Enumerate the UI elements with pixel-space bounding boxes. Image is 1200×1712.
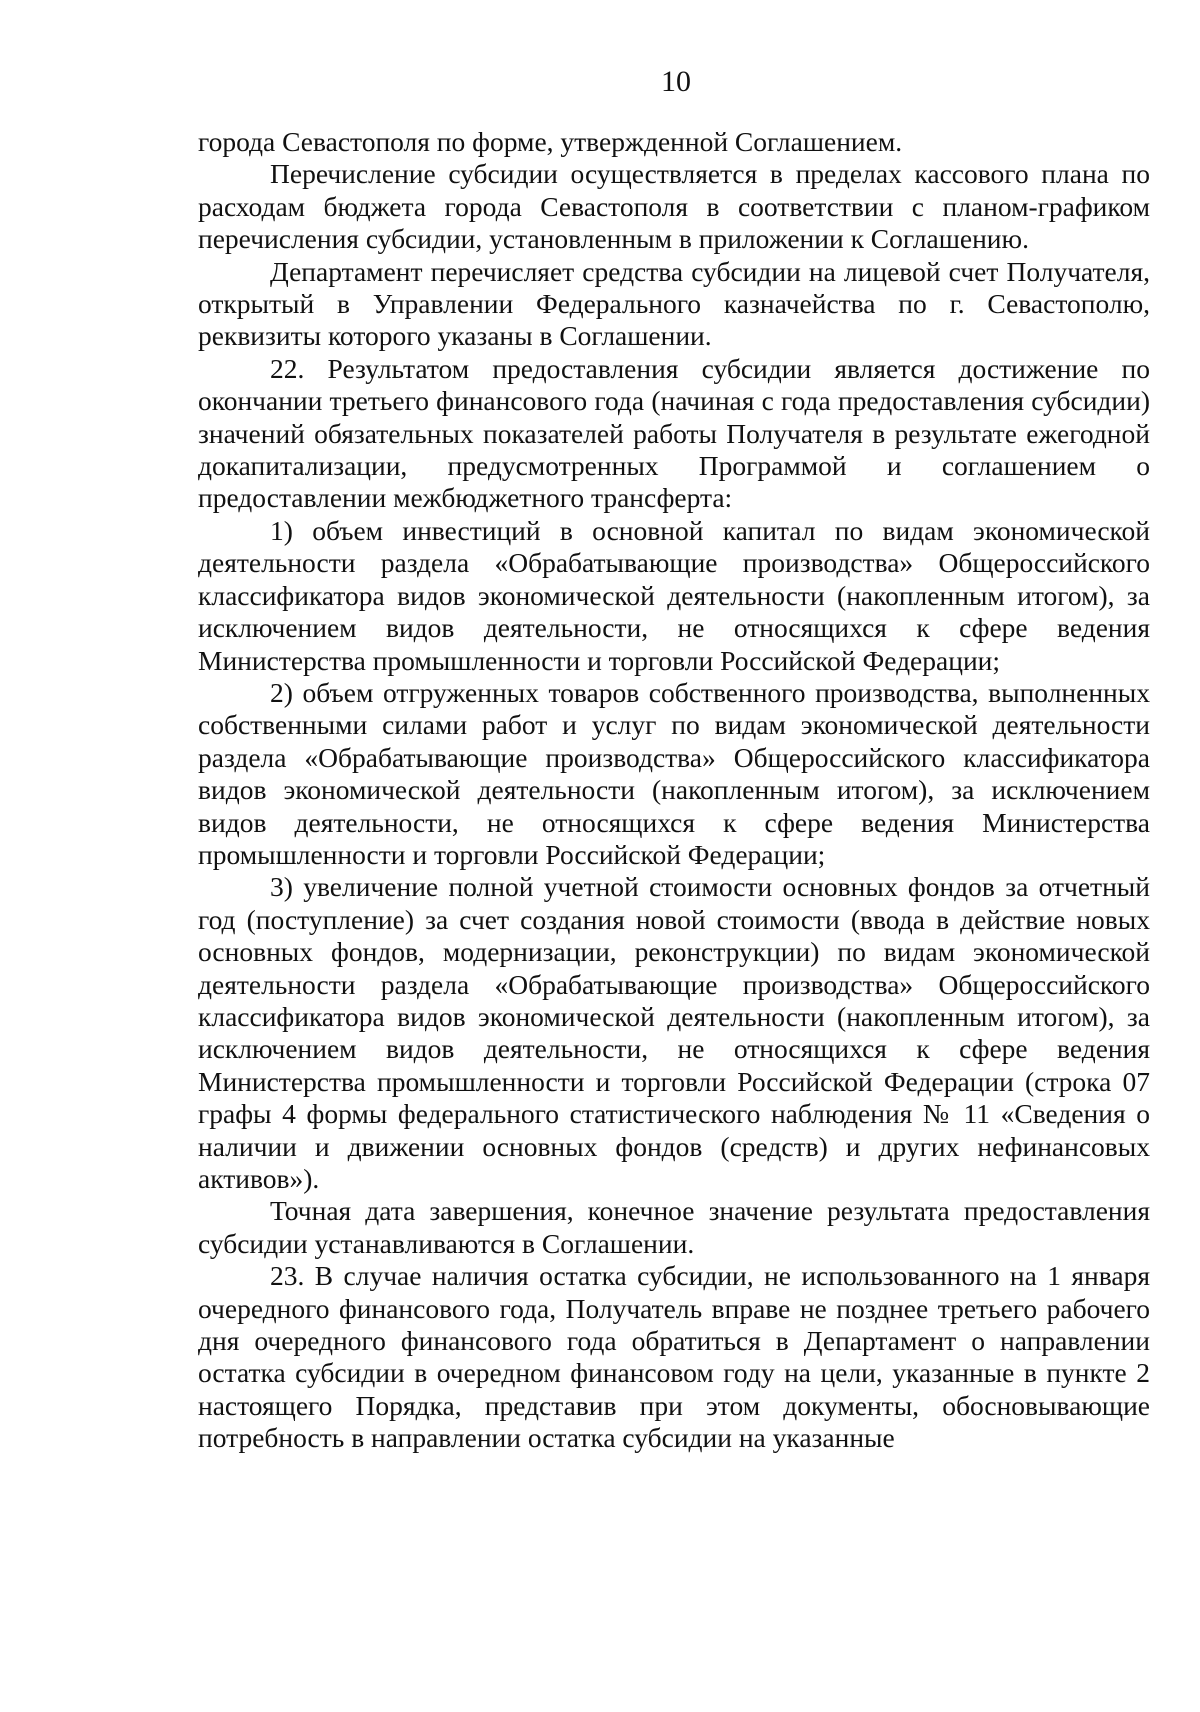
paragraph-subsidy-transfer: Перечисление субсидии осуществляется в пределах кассового плана по расходам бюджета города Севастополя в соответствии с планом-графиком перечисления субсидии, установленным в приложении к Соглашению. [198, 158, 1150, 255]
page-number: 10 [661, 65, 691, 98]
list-item-3: 3) увеличение полной учетной стоимости основных фондов за отчетный год (поступление) за счет создания новой стоимости (ввода в действие новых основных фондов, модернизации, реконструкции) по видам экономической деятельности раздела «Обрабатывающие производства» Общероссийского классификатора видов экономической деятельности (накопленным итогом), за исключением видов деятельности, не относящихся к сфере ведения Министерства промышленности и торговли Российской Федерации (строка 07 графы 4 формы федерального статистического наблюдения № 11 «Сведения о наличии и движении основных фондов (средств) и других нефинансовых активов»). [198, 871, 1150, 1194]
document-body [198, 126, 1150, 1455]
paragraph-clause-23: 23. В случае наличия остатка субсидии, не использованного на 1 января очередного финансового года, Получатель вправе не позднее третьего рабочего дня очередного финансового года обратиться в Департамент о направлении остатка субсидии в очередном финансовом году на цели, указанные в пункте 2 настоящего Порядка, представив при этом документы, обосновывающие потребность в направлении остатка субсидии на указанные [198, 1260, 1150, 1454]
list-item-1: 1) объем инвестиций в основной капитал по видам экономической деятельности раздела «Обрабатывающие производства» Общероссийского классификатора видов экономической деятельности (накопленным итогом), за исключением видов деятельности, не относящихся к сфере ведения Министерства промышленности и торговли Российской Федерации; [198, 514, 1150, 676]
paragraph-department-transfer: Департамент перечисляет средства субсидии на лицевой счет Получателя, открытый в Управлении Федерального казначейства по г. Севастополю, реквизиты которого указаны в Соглашении. [198, 255, 1150, 352]
paragraph-continuation: города Севастополя по форме, утвержденной Соглашением. [198, 126, 903, 157]
list-item-2: 2) объем отгруженных товаров собственного производства, выполненных собственными силами работ и услуг по видам экономической деятельности раздела «Обрабатывающие производства» Общероссийского классификатора видов экономической деятельности (накопленным итогом), за исключением видов деятельности, не относящихся к сфере ведения Министерства промышленности и торговли Российской Федерации; [198, 676, 1150, 870]
paragraph-result-date: Точная дата завершения, конечное значение результата предоставления субсидии устанавливаются в Соглашении. [198, 1195, 1150, 1259]
paragraph-clause-22: 22. Результатом предоставления субсидии является достижение по окончании третьего финансового года (начиная с года предоставления субсидии) значений обязательных показателей работы Получателя в результате ежегодной докапитализации, предусмотренных Программой и соглашением о предоставлении межбюджетного трансферта: [198, 352, 1150, 514]
